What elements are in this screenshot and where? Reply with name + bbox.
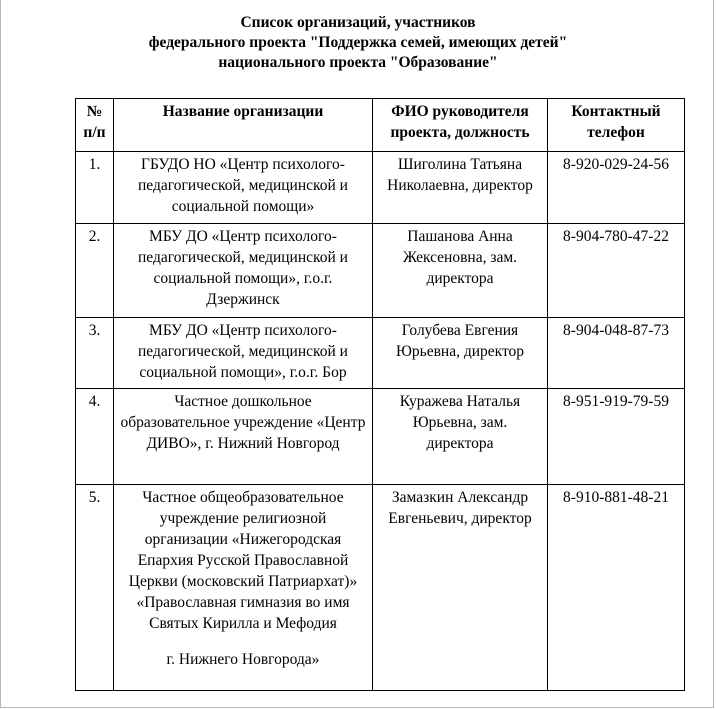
row-number: 5. — [76, 485, 114, 691]
head-name-position: Шиголина Татьяна Николаевна, директор — [373, 152, 548, 224]
row-number: 4. — [76, 389, 114, 485]
organization-name: ГБУДО НО «Центр психолого-педагогической, медицинской и социальной помощи» — [114, 152, 373, 224]
table-row — [76, 485, 685, 691]
head-name-position: Пашанова Анна Жексеновна, зам. директора — [373, 224, 548, 318]
title-line-1: Список организаций, участников — [240, 14, 476, 31]
organization-city: г. Нижнего Новгорода» — [166, 651, 320, 668]
header-organization-name: Название организации — [114, 99, 373, 152]
header-num: № п/п — [76, 99, 114, 152]
header-phone: Контактный телефон — [548, 99, 685, 152]
row-number: 1. — [76, 152, 114, 224]
table-row — [76, 224, 685, 318]
document-title — [0, 13, 716, 73]
organization-name-cell — [114, 485, 373, 691]
organizations-table — [75, 98, 685, 691]
organization-name: Частное общеобразовательное учреждение религиозной организации «Нижегородская Епархия Русской Православной Церкви (московский Патриархат)» «Православная гимназия во имя Святых Кирилла и Мефодия — [128, 489, 358, 632]
contact-phone: 8-920-029-24-56 — [548, 152, 685, 224]
contact-phone: 8-910-881-48-21 — [548, 485, 685, 691]
organization-name: МБУ ДО «Центр психолого-педагогической, медицинской и социальной помощи», г.о.г. Дзержинск — [114, 224, 373, 318]
head-name-position: Замазкин Александр Евгеньевич, директор — [373, 485, 548, 691]
table-row — [76, 152, 685, 224]
title-line-2: федерального проекта "Поддержка семей, имеющих детей" — [148, 34, 568, 51]
row-number: 2. — [76, 224, 114, 318]
contact-phone: 8-904-780-47-22 — [548, 224, 685, 318]
table-header-row — [76, 99, 685, 152]
organization-name: МБУ ДО «Центр психолого-педагогической, медицинской и социальной помощи», г.о.г. Бор — [114, 318, 373, 389]
contact-phone: 8-904-048-87-73 — [548, 318, 685, 389]
head-name-position: Голубева Евгения Юрьевна, директор — [373, 318, 548, 389]
row-number: 3. — [76, 318, 114, 389]
organization-name: Частное дошкольное образовательное учреждение «Центр ДИВО», г. Нижний Новгород — [114, 389, 373, 485]
table-row — [76, 318, 685, 389]
head-name-position: Куражева Наталья Юрьевна, зам. директора — [373, 389, 548, 485]
title-line-3: национального проекта "Образование" — [218, 54, 498, 71]
table-row — [76, 389, 685, 485]
contact-phone: 8-951-919-79-59 — [548, 389, 685, 485]
header-head-name-position: ФИО руководителя проекта, должность — [373, 99, 548, 152]
